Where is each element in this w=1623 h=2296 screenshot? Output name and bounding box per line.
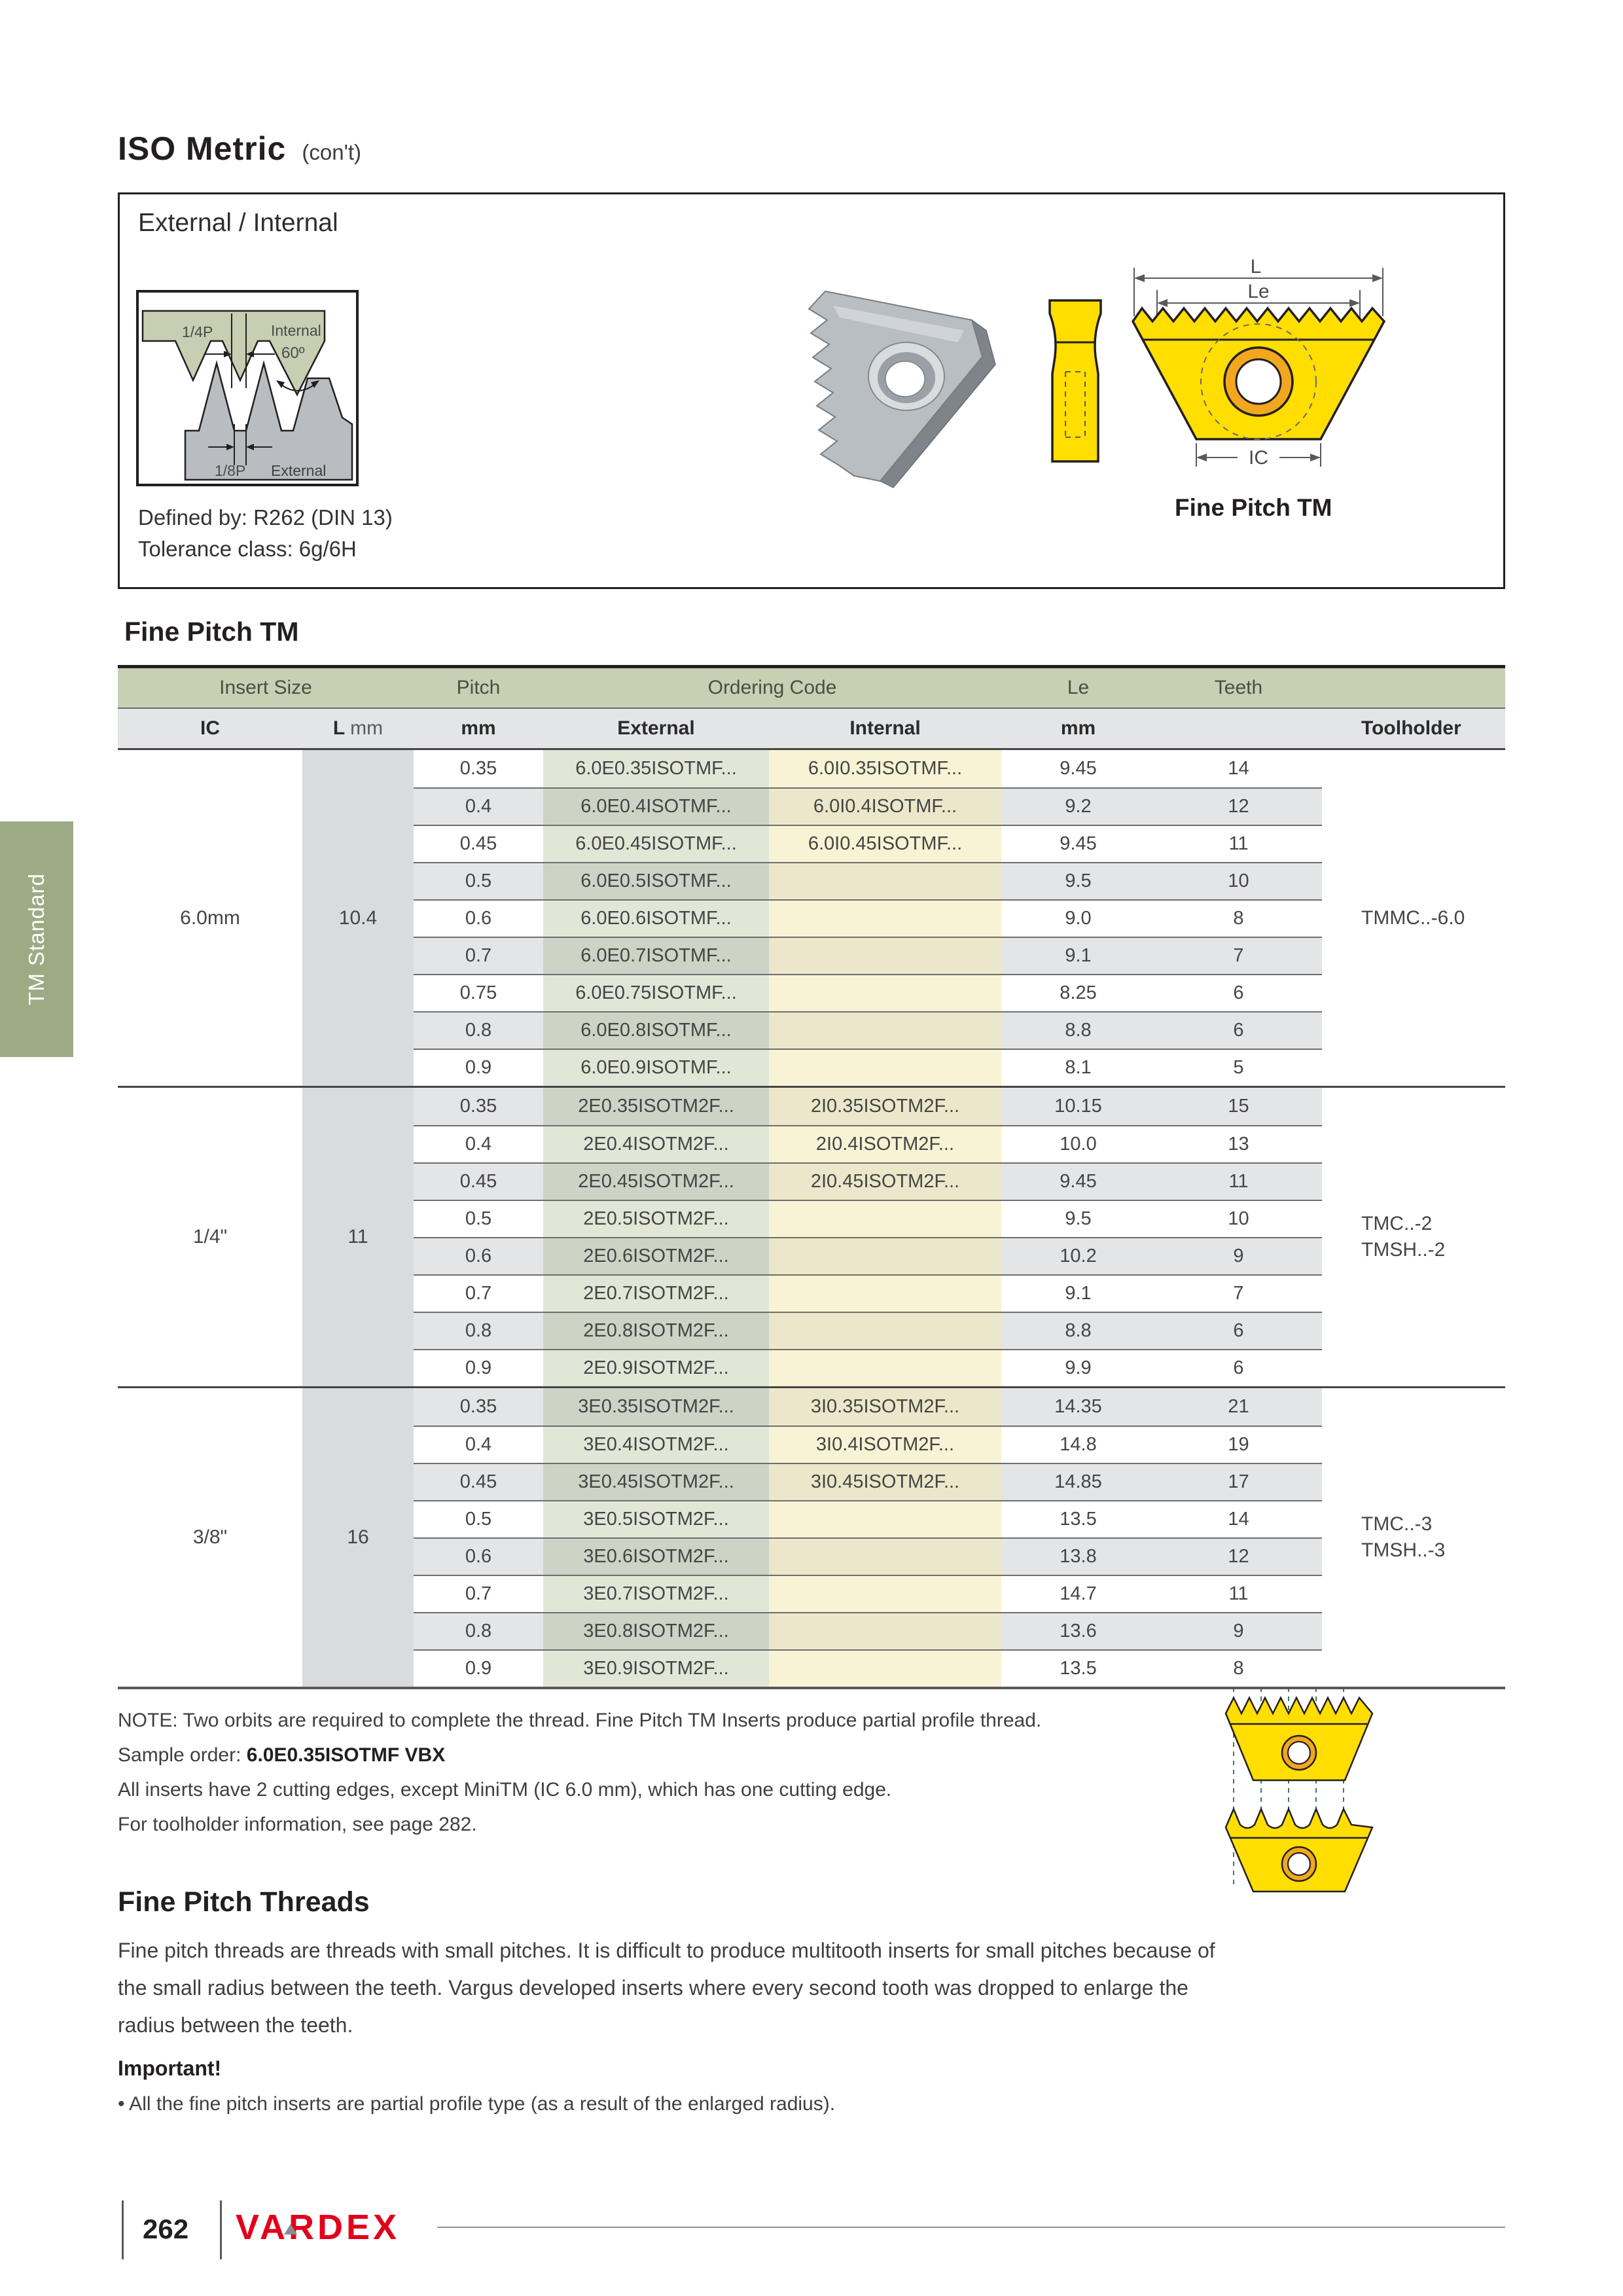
table-body	[118, 748, 1505, 1689]
insert-side-view	[1039, 296, 1111, 480]
label-angle: 60º	[281, 344, 305, 362]
header-pitch: Pitch	[456, 677, 501, 698]
vardex-logo-text: VARDEX	[236, 2208, 401, 2247]
section-heading: Fine Pitch Threads	[118, 1886, 370, 1918]
page-number: 262	[143, 2214, 189, 2244]
teeth-cell: 14	[1228, 758, 1249, 779]
external-code-cell: 3E0.9ISOTM2F...	[543, 1651, 769, 1687]
le-cell: 9.0	[1065, 908, 1092, 929]
le-cell: 9.1	[1065, 1283, 1092, 1304]
label-dim-l: L	[1250, 256, 1262, 278]
internal-code-cell: 6.0I0.4ISOTMF...	[769, 789, 1001, 825]
teeth-cell: 10	[1228, 1208, 1249, 1229]
pitch-cell: 0.45	[459, 1471, 497, 1492]
footer-divider	[220, 2200, 222, 2259]
external-code-cell: 3E0.35ISOTM2F...	[543, 1388, 769, 1426]
table-row	[414, 1463, 1322, 1500]
internal-code-cell	[769, 1238, 1001, 1274]
note-line: For toolholder information, see page 282.	[118, 1814, 477, 1835]
ic-cell: 1/4"	[192, 1226, 228, 1247]
external-code-cell: 2E0.35ISOTM2F...	[543, 1088, 769, 1125]
note-line: NOTE: Two orbits are required to complete the thread. Fine Pitch TM Inserts produce partial profile thread.	[118, 1710, 1042, 1731]
external-code-cell: 6.0E0.4ISOTMF...	[543, 789, 769, 825]
table-row	[414, 1575, 1322, 1612]
l-cell: 11	[302, 1088, 414, 1386]
pitch-cell: 0.4	[465, 1434, 492, 1455]
footer-divider	[122, 2200, 124, 2259]
external-code-cell: 3E0.6ISOTM2F...	[543, 1539, 769, 1575]
teeth-cell: 12	[1228, 796, 1249, 817]
internal-code-cell: 2I0.45ISOTM2F...	[769, 1164, 1001, 1200]
internal-code-cell: 6.0I0.45ISOTMF...	[769, 826, 1001, 862]
logo-triangle-icon	[284, 2224, 297, 2234]
box-heading: External / Internal	[138, 209, 338, 237]
internal-code-cell	[769, 1613, 1001, 1649]
teeth-cell: 15	[1228, 1096, 1249, 1117]
internal-code-cell	[769, 863, 1001, 899]
toolholder-line: TMMC..-6.0	[1361, 906, 1465, 929]
external-code-cell: 6.0E0.8ISOTMF...	[543, 1013, 769, 1049]
teeth-cell: 13	[1228, 1134, 1249, 1155]
label-dim-le: Le	[1247, 281, 1270, 302]
box-caption: Fine Pitch TM	[1175, 494, 1332, 521]
internal-code-cell: 3I0.35ISOTM2F...	[769, 1388, 1001, 1426]
table-row	[414, 1274, 1322, 1312]
external-code-cell: 6.0E0.35ISOTMF...	[543, 750, 769, 787]
sample-order-line: Sample order: 6.0E0.35ISOTMF VBX	[118, 1744, 446, 1766]
pitch-cell: 0.9	[465, 1357, 492, 1378]
le-cell: 9.5	[1065, 870, 1092, 891]
pitch-cell: 0.5	[465, 1509, 492, 1530]
label-external: External	[271, 462, 327, 479]
external-code-cell: 3E0.5ISOTM2F...	[543, 1501, 769, 1537]
toolholder-cell	[1322, 1088, 1505, 1386]
table-row	[414, 1388, 1322, 1426]
table-title: Fine Pitch TM	[124, 617, 299, 647]
pitch-cell: 0.6	[465, 908, 492, 929]
table-row	[414, 1312, 1322, 1349]
sample-order-code: 6.0E0.35ISOTMF VBX	[246, 1744, 446, 1766]
ic-cell: 3/8"	[192, 1526, 228, 1548]
external-code-cell: 3E0.4ISOTM2F...	[543, 1427, 769, 1463]
important-heading: Important!	[118, 2056, 222, 2080]
pitch-cell: 0.7	[465, 1283, 492, 1304]
internal-code-cell	[769, 1651, 1001, 1687]
external-code-cell: 3E0.8ISOTM2F...	[543, 1613, 769, 1649]
label-eighth-p: 1/8P	[215, 462, 246, 479]
thread-profile-diagram	[136, 290, 359, 486]
external-code-cell: 6.0E0.6ISOTMF...	[543, 901, 769, 937]
le-cell: 14.35	[1054, 1396, 1102, 1417]
page-title	[118, 130, 361, 168]
table-notes	[118, 1703, 1041, 1842]
pitch-cell: 0.45	[459, 833, 497, 854]
pitch-cell: 0.9	[465, 1057, 492, 1078]
teeth-cell: 6	[1233, 1020, 1244, 1041]
teeth-cell: 21	[1228, 1396, 1249, 1417]
le-cell: 14.8	[1060, 1434, 1097, 1455]
note-line: All inserts have 2 cutting edges, except MiniTM (IC 6.0 mm), which has one cutting edge.	[118, 1779, 892, 1801]
external-code-cell: 6.0E0.5ISOTMF...	[543, 863, 769, 899]
teeth-cell: 14	[1228, 1509, 1249, 1530]
section-body: Fine pitch threads are threads with small pitches. It is difficult to produce multitooth inserts for small pitches because of the small radius between the teeth. Vargus developed inserts where every second tooth was dropped to enlarge the radius between the teeth.	[118, 1939, 1215, 2037]
internal-code-cell: 3I0.45ISOTM2F...	[769, 1464, 1001, 1500]
tolerance-line: Tolerance class: 6g/6H	[138, 537, 357, 561]
internal-code-cell	[769, 1201, 1001, 1237]
le-cell: 14.85	[1054, 1471, 1102, 1492]
le-cell: 8.8	[1065, 1020, 1092, 1041]
le-cell: 10.2	[1060, 1246, 1097, 1266]
le-cell: 9.1	[1065, 945, 1092, 966]
standard-definition	[138, 502, 393, 565]
toolholder-line: TMC..-2	[1361, 1213, 1433, 1234]
internal-code-cell	[769, 1501, 1001, 1537]
pitch-cell: 0.6	[465, 1246, 492, 1266]
internal-code-cell	[769, 1576, 1001, 1612]
external-code-cell: 2E0.8ISOTM2F...	[543, 1313, 769, 1349]
header-pitch-mm: mm	[461, 717, 496, 739]
le-cell: 9.9	[1065, 1357, 1092, 1378]
label-quarter-p: 1/4P	[182, 323, 213, 340]
table-header-row1	[118, 668, 1505, 708]
l-cell: 16	[302, 1388, 414, 1687]
teeth-cell: 9	[1233, 1246, 1244, 1266]
header-internal: Internal	[849, 717, 921, 739]
le-cell: 13.5	[1060, 1509, 1097, 1530]
teeth-cell: 12	[1228, 1546, 1249, 1567]
defined-by-line: Defined by: R262 (DIN 13)	[138, 505, 393, 529]
le-cell: 9.45	[1060, 758, 1097, 779]
teeth-cell: 8	[1233, 908, 1244, 929]
external-code-cell: 2E0.5ISOTM2F...	[543, 1201, 769, 1237]
table-row	[414, 1349, 1322, 1386]
insert-3d-image	[741, 279, 1029, 502]
le-cell: 13.5	[1060, 1658, 1097, 1679]
toolholder-cell	[1322, 750, 1505, 1086]
le-cell: 8.25	[1060, 982, 1097, 1003]
table-row	[414, 750, 1322, 787]
le-cell: 10.15	[1054, 1096, 1102, 1117]
table-row	[414, 825, 1322, 862]
vardex-logo	[236, 2207, 432, 2253]
internal-code-cell: 2I0.4ISOTM2F...	[769, 1126, 1001, 1162]
insert-size-group	[118, 1386, 1505, 1687]
sidebar-tab-tm-standard	[0, 821, 73, 1057]
le-cell: 8.8	[1065, 1320, 1092, 1341]
pitch-cell: 0.35	[459, 758, 497, 779]
le-cell: 9.2	[1065, 796, 1092, 817]
teeth-cell: 10	[1228, 870, 1249, 891]
teeth-cell: 5	[1233, 1057, 1244, 1078]
toolholder-line: TMSH..-2	[1361, 1239, 1446, 1261]
fine-pitch-table	[118, 665, 1505, 1689]
insert-front-view	[1128, 256, 1389, 475]
table-row	[414, 1537, 1322, 1575]
table-row	[414, 1237, 1322, 1274]
pitch-cell: 0.35	[459, 1096, 497, 1117]
sidebar-tab-label: TM Standard	[24, 873, 48, 1005]
pitch-cell: 0.4	[465, 1134, 492, 1155]
pitch-cell: 0.4	[465, 796, 492, 817]
header-le: Le	[1067, 677, 1090, 698]
teeth-cell: 19	[1228, 1434, 1249, 1455]
external-code-cell: 2E0.45ISOTM2F...	[543, 1164, 769, 1200]
header-ic: IC	[200, 717, 220, 739]
table-row	[414, 1612, 1322, 1649]
table-row	[414, 862, 1322, 899]
toolholder-cell	[1322, 1388, 1505, 1687]
table-row	[414, 1125, 1322, 1162]
header-le-mm: mm	[1060, 717, 1096, 739]
teeth-cell: 11	[1228, 1171, 1249, 1192]
internal-code-cell: 2I0.35ISOTM2F...	[769, 1088, 1001, 1125]
teeth-cell: 6	[1233, 982, 1244, 1003]
internal-code-cell	[769, 938, 1001, 974]
external-code-cell: 3E0.7ISOTM2F...	[543, 1576, 769, 1612]
teeth-cell: 8	[1233, 1658, 1244, 1679]
header-toolholder: Toolholder	[1361, 717, 1461, 739]
table-row	[414, 1200, 1322, 1237]
pitch-cell: 0.45	[459, 1171, 497, 1192]
teeth-cell: 11	[1228, 1583, 1249, 1604]
external-code-cell: 2E0.9ISOTM2F...	[543, 1350, 769, 1386]
internal-code-cell	[769, 1050, 1001, 1086]
toolholder-line: TMSH..-3	[1361, 1539, 1446, 1561]
pitch-cell: 0.7	[465, 1583, 492, 1604]
internal-code-cell	[769, 1313, 1001, 1349]
pitch-cell: 0.5	[465, 870, 492, 891]
internal-code-cell: 3I0.4ISOTM2F...	[769, 1427, 1001, 1463]
table-row	[414, 937, 1322, 974]
external-internal-box	[118, 192, 1505, 589]
le-cell: 9.45	[1060, 833, 1097, 854]
header-insert-size: Insert Size	[219, 677, 312, 698]
table-row	[414, 1088, 1322, 1125]
table-row	[414, 899, 1322, 937]
header-ordering-code: Ordering Code	[707, 677, 837, 698]
page-title-text: ISO Metric	[118, 130, 287, 167]
table-row	[414, 1011, 1322, 1049]
label-internal: Internal	[271, 322, 321, 339]
internal-code-cell	[769, 901, 1001, 937]
footer-rule	[437, 2227, 1505, 2228]
page-title-suffix: (con't)	[302, 140, 362, 164]
pitch-cell: 0.75	[459, 982, 497, 1003]
insert-size-group	[118, 750, 1505, 1086]
teeth-cell: 6	[1233, 1320, 1244, 1341]
le-cell: 8.1	[1065, 1057, 1092, 1078]
table-row	[414, 1162, 1322, 1200]
internal-code-cell	[769, 1539, 1001, 1575]
header-l-mm: L mm	[332, 717, 383, 739]
external-code-cell: 6.0E0.45ISOTMF...	[543, 826, 769, 862]
teeth-cell: 6	[1233, 1357, 1244, 1378]
l-cell: 10.4	[302, 750, 414, 1086]
table-row	[414, 1649, 1322, 1687]
external-code-cell: 3E0.45ISOTM2F...	[543, 1464, 769, 1500]
toolholder-line: TMC..-3	[1361, 1513, 1433, 1535]
teeth-cell: 9	[1233, 1621, 1244, 1641]
pitch-cell: 0.6	[465, 1546, 492, 1567]
table-header-row2	[118, 708, 1505, 748]
external-code-cell: 2E0.6ISOTM2F...	[543, 1238, 769, 1274]
pitch-cell: 0.9	[465, 1658, 492, 1679]
table-row	[414, 1500, 1322, 1537]
le-cell: 9.45	[1060, 1171, 1097, 1192]
le-cell: 13.6	[1060, 1621, 1097, 1641]
important-bullet: • All the fine pitch inserts are partial profile type (as a result of the enlarged radius).	[118, 2093, 836, 2115]
label-dim-ic: IC	[1249, 447, 1268, 469]
le-cell: 13.8	[1060, 1546, 1097, 1567]
external-code-cell: 2E0.4ISOTM2F...	[543, 1126, 769, 1162]
internal-code-cell	[769, 1013, 1001, 1049]
internal-code-cell: 6.0I0.35ISOTMF...	[769, 750, 1001, 787]
tooth-drop-illustration	[1214, 1682, 1384, 1924]
external-code-cell: 2E0.7ISOTM2F...	[543, 1276, 769, 1312]
pitch-cell: 0.5	[465, 1208, 492, 1229]
table-row	[414, 787, 1322, 825]
le-cell: 9.5	[1065, 1208, 1092, 1229]
external-code-cell: 6.0E0.7ISOTMF...	[543, 938, 769, 974]
pitch-cell: 0.35	[459, 1396, 497, 1417]
insert-size-group	[118, 1086, 1505, 1386]
external-code-cell: 6.0E0.75ISOTMF...	[543, 975, 769, 1011]
internal-code-cell	[769, 1350, 1001, 1386]
internal-code-cell	[769, 975, 1001, 1011]
pitch-cell: 0.8	[465, 1621, 492, 1641]
internal-code-cell	[769, 1276, 1001, 1312]
table-row	[414, 1426, 1322, 1463]
teeth-cell: 7	[1233, 1283, 1244, 1304]
ic-cell: 6.0mm	[180, 906, 240, 929]
le-cell: 10.0	[1060, 1134, 1097, 1155]
teeth-cell: 7	[1233, 945, 1244, 966]
pitch-cell: 0.7	[465, 945, 492, 966]
header-external: External	[617, 717, 695, 739]
teeth-cell: 11	[1228, 833, 1249, 854]
table-row	[414, 974, 1322, 1011]
teeth-cell: 17	[1228, 1471, 1249, 1492]
header-teeth: Teeth	[1214, 677, 1263, 698]
external-code-cell: 6.0E0.9ISOTMF...	[543, 1050, 769, 1086]
pitch-cell: 0.8	[465, 1020, 492, 1041]
table-row	[414, 1049, 1322, 1086]
le-cell: 14.7	[1060, 1583, 1097, 1604]
pitch-cell: 0.8	[465, 1320, 492, 1341]
